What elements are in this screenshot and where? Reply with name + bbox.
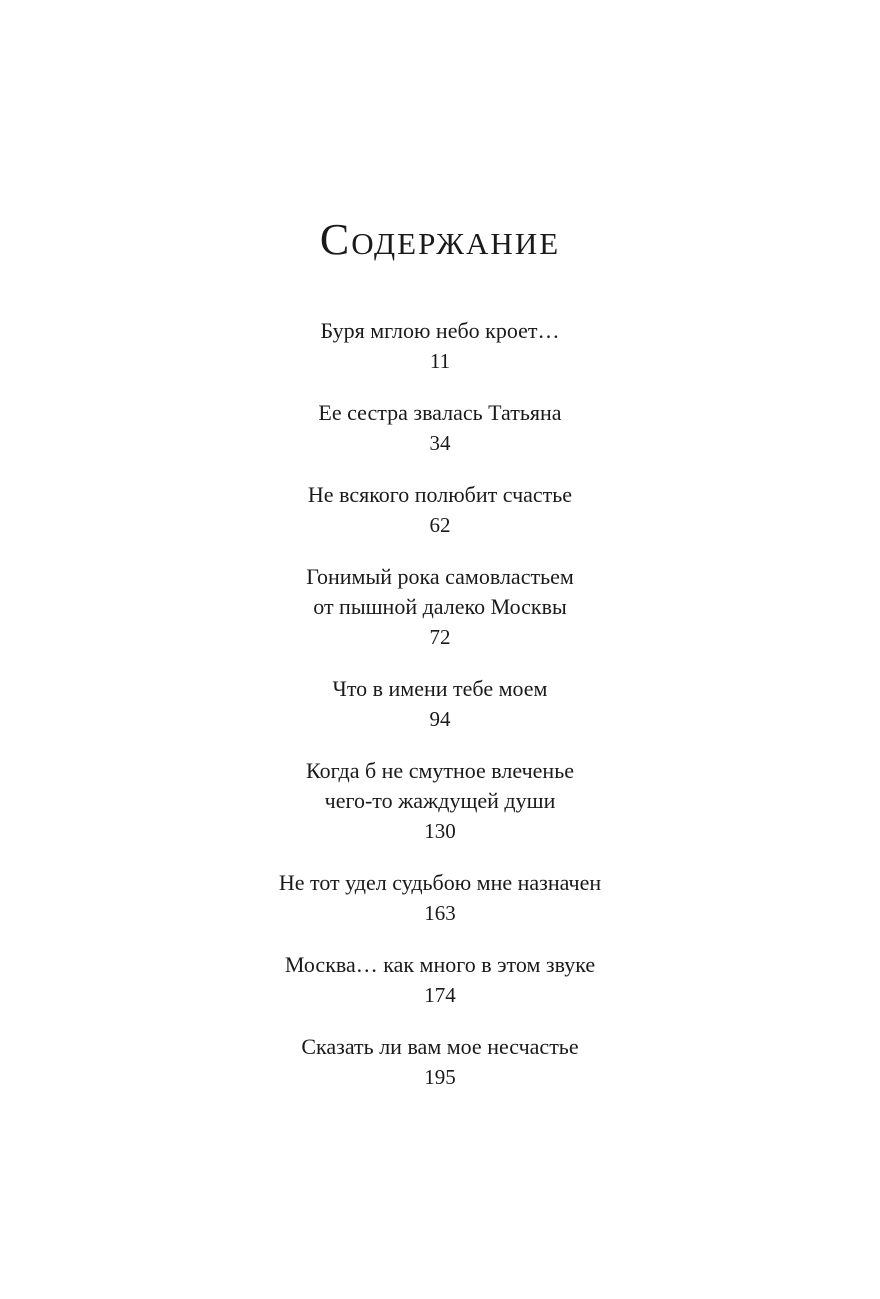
toc-entry-title: Буря мглою небо кроет…: [320, 318, 560, 343]
toc-entry-page: 72: [429, 625, 451, 649]
toc-entry[interactable]: [0, 562, 880, 652]
toc-entry-title: Не тот удел судьбою мне назначен: [278, 870, 602, 895]
toc-entry-page: 130: [424, 819, 456, 843]
toc-entry-page: 174: [424, 983, 456, 1007]
toc-entry[interactable]: [0, 756, 880, 846]
toc-entry[interactable]: [0, 674, 880, 734]
toc-entry[interactable]: [0, 480, 880, 540]
toc-entry-page: 34: [429, 431, 451, 455]
toc-entry-title: Не всякого полюбит счастье: [307, 482, 573, 507]
toc-entry-title-continued: от пышной далеко Москвы: [313, 594, 567, 619]
toc-entry-page: 163: [424, 901, 456, 925]
toc-entry-page: 62: [429, 513, 451, 537]
toc-entry[interactable]: [0, 950, 880, 1010]
toc-entry-page: 195: [424, 1065, 456, 1089]
toc-entry-page: 94: [429, 707, 451, 731]
toc-entry-page: 11: [429, 349, 451, 373]
toc-entry[interactable]: [0, 1032, 880, 1092]
toc-entry[interactable]: [0, 868, 880, 928]
toc-entry-title: Когда б не смутное влеченье: [306, 758, 574, 783]
toc-entry-title: Москва… как много в этом звуке: [284, 952, 596, 977]
toc-entry-title: Сказать ли вам мое несчастье: [301, 1034, 579, 1059]
toc-entry-title-continued: чего-то жаждущей души: [324, 788, 556, 813]
toc-entry[interactable]: [0, 398, 880, 458]
toc-entry-title: Гонимый рока самовластьем: [306, 564, 574, 589]
toc-entry-title: Ее сестра звалась Татьяна: [318, 400, 562, 425]
table-of-contents: [0, 316, 880, 1114]
toc-entry[interactable]: [0, 316, 880, 376]
toc-entry-title: Что в имени тебе моем: [332, 676, 548, 701]
page-title: Содержание: [319, 215, 561, 264]
